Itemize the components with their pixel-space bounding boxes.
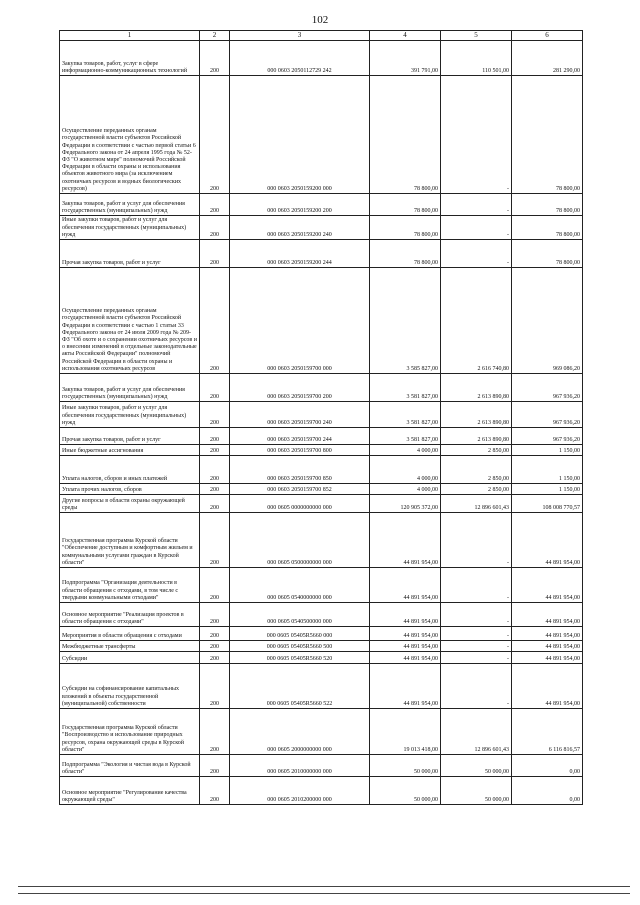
row-approved-value-cell: 44 891 954,00 <box>370 652 441 664</box>
row-name-cell: Государственная программа Курской области "Обеспечение доступным и комфортным жильем и коммунальными услугами граждан в Курской области" <box>60 513 200 568</box>
row-unexecuted-value-cell: 967 936,20 <box>512 374 583 402</box>
row-unexecuted-value-cell: 78 800,00 <box>512 194 583 216</box>
row-classifier-cell: 000 0603 2050112729 242 <box>230 41 370 76</box>
table-header-row <box>60 31 583 41</box>
row-approved-value-cell: 44 891 954,00 <box>370 664 441 709</box>
row-unexecuted-value-cell: 967 936,20 <box>512 428 583 445</box>
row-unexecuted-value-cell: 0,00 <box>512 777 583 805</box>
row-name-cell: Субсидии на софинансирование капитальных вложений в объекты государственной (муниципальной) собственности <box>60 664 200 709</box>
row-name-cell: Прочая закупка товаров, работ и услуг <box>60 240 200 268</box>
row-code-cell: 200 <box>200 194 230 216</box>
row-approved-value-cell: 19 013 418,00 <box>370 709 441 755</box>
row-code-cell: 200 <box>200 664 230 709</box>
row-executed-value-cell: 2 613 890,80 <box>441 402 512 428</box>
table-row <box>60 755 583 777</box>
row-classifier-cell: 000 0603 2050159700 800 <box>230 445 370 456</box>
row-code-cell: 200 <box>200 709 230 755</box>
row-name-cell: Государственная программа Курской области "Воспроизводство и использование природных ресурсов, охрана окружающей среды в Курской области" <box>60 709 200 755</box>
row-unexecuted-value-cell: 44 891 954,00 <box>512 652 583 664</box>
table-row <box>60 603 583 627</box>
row-code-cell: 200 <box>200 268 230 374</box>
row-approved-value-cell: 4 000,00 <box>370 456 441 484</box>
row-code-cell: 200 <box>200 402 230 428</box>
header-cell: 4 <box>370 31 441 41</box>
row-classifier-cell: 000 0605 0500000000 000 <box>230 513 370 568</box>
bottom-rule <box>18 893 630 894</box>
row-approved-value-cell: 3 581 827,00 <box>370 428 441 445</box>
header-cell: 1 <box>60 31 200 41</box>
row-classifier-cell: 000 0603 2050159700 850 <box>230 456 370 484</box>
row-unexecuted-value-cell: 44 891 954,00 <box>512 664 583 709</box>
row-approved-value-cell: 44 891 954,00 <box>370 603 441 627</box>
table-row <box>60 627 583 641</box>
row-unexecuted-value-cell: 967 936,20 <box>512 402 583 428</box>
row-executed-value-cell: 2 850,00 <box>441 445 512 456</box>
table-row <box>60 568 583 603</box>
table-row <box>60 777 583 805</box>
row-unexecuted-value-cell: 44 891 954,00 <box>512 641 583 652</box>
table-row <box>60 652 583 664</box>
row-executed-value-cell: - <box>441 641 512 652</box>
row-executed-value-cell: 12 896 601,43 <box>441 709 512 755</box>
row-name-cell: Уплата налогов, сборов и иных платежей <box>60 456 200 484</box>
row-unexecuted-value-cell: 1 150,00 <box>512 456 583 484</box>
row-approved-value-cell: 78 800,00 <box>370 76 441 194</box>
row-classifier-cell: 000 0603 2050159200 240 <box>230 216 370 240</box>
row-executed-value-cell: - <box>441 76 512 194</box>
row-code-cell: 200 <box>200 755 230 777</box>
row-name-cell: Субсидии <box>60 652 200 664</box>
table-row <box>60 216 583 240</box>
header-cell: 2 <box>200 31 230 41</box>
row-approved-value-cell: 50 000,00 <box>370 777 441 805</box>
row-unexecuted-value-cell: 44 891 954,00 <box>512 513 583 568</box>
row-executed-value-cell: 2 850,00 <box>441 484 512 495</box>
row-executed-value-cell: - <box>441 652 512 664</box>
row-classifier-cell: 000 0605 0540000000 000 <box>230 568 370 603</box>
row-approved-value-cell: 78 800,00 <box>370 194 441 216</box>
row-executed-value-cell: - <box>441 603 512 627</box>
row-unexecuted-value-cell: 1 150,00 <box>512 484 583 495</box>
row-executed-value-cell: - <box>441 216 512 240</box>
row-classifier-cell: 000 0605 2010000000 000 <box>230 755 370 777</box>
table-row <box>60 513 583 568</box>
row-classifier-cell: 000 0605 05405R5660 500 <box>230 641 370 652</box>
budget-table <box>59 30 583 805</box>
row-approved-value-cell: 44 891 954,00 <box>370 627 441 641</box>
row-name-cell: Другие вопросы в области охраны окружающей среды <box>60 495 200 513</box>
row-unexecuted-value-cell: 78 800,00 <box>512 76 583 194</box>
table-row <box>60 456 583 484</box>
row-classifier-cell: 000 0603 2050159200 000 <box>230 76 370 194</box>
row-code-cell: 200 <box>200 216 230 240</box>
row-code-cell: 200 <box>200 652 230 664</box>
row-name-cell: Межбюджетные трансферты <box>60 641 200 652</box>
row-unexecuted-value-cell: 108 008 770,57 <box>512 495 583 513</box>
row-code-cell: 200 <box>200 456 230 484</box>
row-classifier-cell: 000 0603 2050159700 200 <box>230 374 370 402</box>
row-classifier-cell: 000 0605 0000000000 000 <box>230 495 370 513</box>
row-code-cell: 200 <box>200 603 230 627</box>
row-executed-value-cell: 2 850,00 <box>441 456 512 484</box>
row-approved-value-cell: 3 581 827,00 <box>370 402 441 428</box>
table-row <box>60 484 583 495</box>
row-unexecuted-value-cell: 281 290,00 <box>512 41 583 76</box>
row-executed-value-cell: 110 501,00 <box>441 41 512 76</box>
row-classifier-cell: 000 0603 2050159700 240 <box>230 402 370 428</box>
table-row <box>60 709 583 755</box>
table-row <box>60 240 583 268</box>
row-unexecuted-value-cell: 78 800,00 <box>512 216 583 240</box>
row-code-cell: 200 <box>200 513 230 568</box>
table-row <box>60 268 583 374</box>
row-unexecuted-value-cell: 44 891 954,00 <box>512 568 583 603</box>
row-name-cell: Закупка товаров, работ и услуг для обеспечения государственных (муниципальных) нужд <box>60 194 200 216</box>
row-classifier-cell: 000 0603 2050159700 000 <box>230 268 370 374</box>
row-classifier-cell: 000 0603 2050159200 244 <box>230 240 370 268</box>
row-name-cell: Основное мероприятие "Регулирование качества окружающей среды" <box>60 777 200 805</box>
table-row <box>60 194 583 216</box>
row-name-cell: Иные закупки товаров, работ и услуг для обеспечения государственных (муниципальных) нужд <box>60 216 200 240</box>
page-number: 102 <box>311 14 329 26</box>
row-name-cell: Иные бюджетные ассигнования <box>60 445 200 456</box>
row-approved-value-cell: 3 585 827,00 <box>370 268 441 374</box>
row-code-cell: 200 <box>200 445 230 456</box>
row-name-cell: Основное мероприятие "Реализация проектов в области обращения с отходами" <box>60 603 200 627</box>
bottom-rule <box>18 886 630 887</box>
row-executed-value-cell: 12 896 601,43 <box>441 495 512 513</box>
row-code-cell: 200 <box>200 484 230 495</box>
row-approved-value-cell: 391 791,00 <box>370 41 441 76</box>
row-executed-value-cell: 2 616 740,80 <box>441 268 512 374</box>
row-name-cell: Подпрограмма "Организация деятельности в области обращения с отходами, в том числе с твердыми коммунальными отходами" <box>60 568 200 603</box>
row-name-cell: Уплата прочих налогов, сборов <box>60 484 200 495</box>
row-executed-value-cell: - <box>441 627 512 641</box>
row-unexecuted-value-cell: 969 086,20 <box>512 268 583 374</box>
row-unexecuted-value-cell: 44 891 954,00 <box>512 627 583 641</box>
row-executed-value-cell: 2 613 890,80 <box>441 428 512 445</box>
row-name-cell: Закупка товаров, работ и услуг для обеспечения государственных (муниципальных) нужд <box>60 374 200 402</box>
row-classifier-cell: 000 0605 05405R5660 522 <box>230 664 370 709</box>
table-row <box>60 664 583 709</box>
row-classifier-cell: 000 0603 2050159200 200 <box>230 194 370 216</box>
row-unexecuted-value-cell: 44 891 954,00 <box>512 603 583 627</box>
row-approved-value-cell: 78 800,00 <box>370 216 441 240</box>
row-name-cell: Прочая закупка товаров, работ и услуг <box>60 428 200 445</box>
row-code-cell: 200 <box>200 568 230 603</box>
table-row <box>60 445 583 456</box>
row-unexecuted-value-cell: 78 800,00 <box>512 240 583 268</box>
row-approved-value-cell: 44 891 954,00 <box>370 568 441 603</box>
row-classifier-cell: 000 0605 05405R5660 000 <box>230 627 370 641</box>
row-approved-value-cell: 4 000,00 <box>370 445 441 456</box>
row-name-cell: Осуществление переданных органам государственной власти субъектов Российской Федерации в соответствии с частью 1 статьи 33 Федерального закона от 24 июля 2009 года № 209-ФЗ "Об охоте и о сохранении охотничьих ресурсов и о внесении изменений в отдельные законодательные акты Российской Федерации" полномочий Российской Федерации в области охраны и использования охотничьих ресурсов <box>60 268 200 374</box>
row-code-cell: 200 <box>200 495 230 513</box>
table-row <box>60 41 583 76</box>
header-cell: 6 <box>512 31 583 41</box>
row-code-cell: 200 <box>200 777 230 805</box>
row-classifier-cell: 000 0605 0540500000 000 <box>230 603 370 627</box>
table-row <box>60 641 583 652</box>
row-classifier-cell: 000 0603 2050159700 852 <box>230 484 370 495</box>
row-name-cell: Закупка товаров, работ, услуг в сфере информационно-коммуникационных технологий <box>60 41 200 76</box>
row-executed-value-cell: 50 000,00 <box>441 777 512 805</box>
row-approved-value-cell: 44 891 954,00 <box>370 513 441 568</box>
row-name-cell: Осуществление переданных органам государственной власти субъектов Российской Федерации в соответствии с частью первой статьи 6 Федерального закона от 24 апреля 1995 года № 52-ФЗ "О животном мире" полномочий Российской Федерации в области охраны и использования объектов животного мира (за исключением охотничьих ресурсов и водных биологических ресурсов) <box>60 76 200 194</box>
row-code-cell: 200 <box>200 76 230 194</box>
row-executed-value-cell: 50 000,00 <box>441 755 512 777</box>
row-approved-value-cell: 4 000,00 <box>370 484 441 495</box>
row-classifier-cell: 000 0605 2010200000 000 <box>230 777 370 805</box>
table-row <box>60 76 583 194</box>
row-name-cell: Подпрограмма "Экология и чистая вода в Курской области" <box>60 755 200 777</box>
row-classifier-cell: 000 0603 2050159700 244 <box>230 428 370 445</box>
table-row <box>60 402 583 428</box>
row-approved-value-cell: 120 905 372,00 <box>370 495 441 513</box>
row-executed-value-cell: - <box>441 240 512 268</box>
row-name-cell: Мероприятия в области обращения с отходами <box>60 627 200 641</box>
row-approved-value-cell: 3 581 827,00 <box>370 374 441 402</box>
row-executed-value-cell: - <box>441 513 512 568</box>
row-executed-value-cell: - <box>441 568 512 603</box>
row-unexecuted-value-cell: 0,00 <box>512 755 583 777</box>
row-executed-value-cell: 2 613 890,80 <box>441 374 512 402</box>
row-name-cell: Иные закупки товаров, работ и услуг для обеспечения государственных (муниципальных) нужд <box>60 402 200 428</box>
row-executed-value-cell: - <box>441 664 512 709</box>
row-classifier-cell: 000 0605 2000000000 000 <box>230 709 370 755</box>
row-unexecuted-value-cell: 6 116 816,57 <box>512 709 583 755</box>
row-approved-value-cell: 50 000,00 <box>370 755 441 777</box>
row-code-cell: 200 <box>200 374 230 402</box>
table-row <box>60 428 583 445</box>
table-row <box>60 374 583 402</box>
row-code-cell: 200 <box>200 240 230 268</box>
row-approved-value-cell: 44 891 954,00 <box>370 641 441 652</box>
row-unexecuted-value-cell: 1 150,00 <box>512 445 583 456</box>
row-executed-value-cell: - <box>441 194 512 216</box>
header-cell: 3 <box>230 31 370 41</box>
row-code-cell: 200 <box>200 627 230 641</box>
header-cell: 5 <box>441 31 512 41</box>
row-code-cell: 200 <box>200 641 230 652</box>
row-code-cell: 200 <box>200 428 230 445</box>
row-approved-value-cell: 78 800,00 <box>370 240 441 268</box>
row-code-cell: 200 <box>200 41 230 76</box>
row-classifier-cell: 000 0605 05405R5660 520 <box>230 652 370 664</box>
table-row <box>60 495 583 513</box>
